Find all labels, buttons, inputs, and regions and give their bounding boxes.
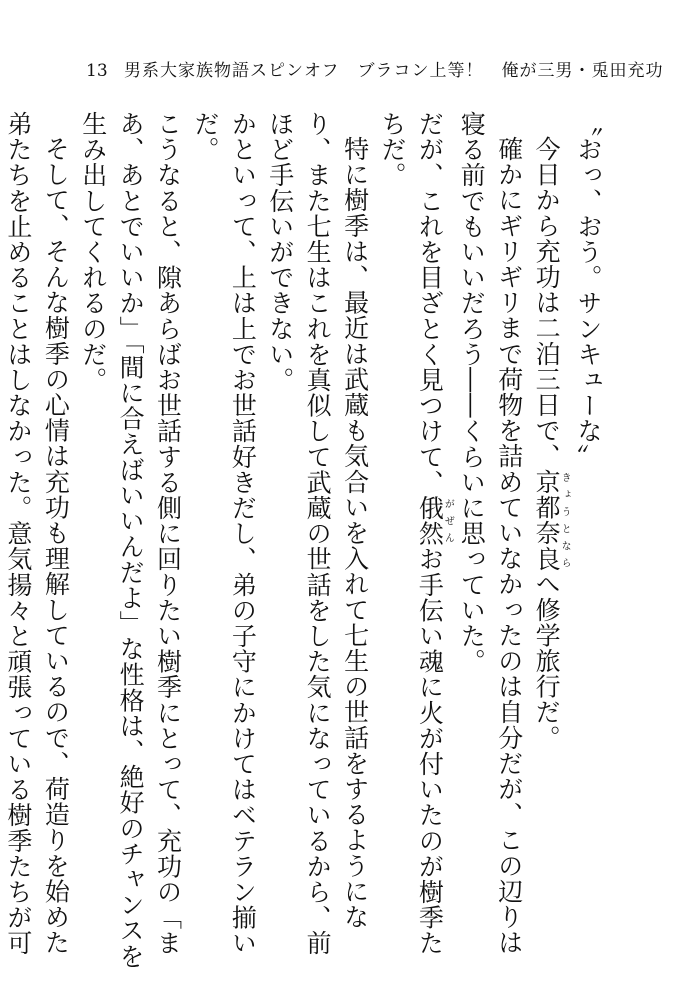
paragraph-7: こうなると、隙あらばお世話する側に回りたい樹季にとって、充功の「まあ、あとでいいか」「間に合えばいいんだよ」な性格は、絶好のチャンスを生み出してくれるのだ。 — [78, 111, 183, 969]
ruby-kyotonara — [532, 468, 571, 572]
ruby-gazen-base: 俄然 — [415, 495, 445, 547]
ruby-kyotonara-reading: きょうとなら — [559, 468, 571, 572]
paragraph-4-text-a: だが、これを目ざとく見つけて、 — [415, 111, 445, 495]
ruby-kyotonara-base: 京都奈良 — [532, 468, 562, 572]
paragraph-2-text-b: へ修学旅行だ。 — [532, 571, 562, 751]
paragraph-2 — [528, 111, 570, 971]
paragraph-dialogue: 〝おっ、おう。サンキューな〟 — [574, 111, 603, 470]
ruby-gazen-reading: がぜん — [442, 495, 454, 547]
novel-body-text — [3, 111, 607, 971]
paragraph-3: 確かにギリギリまで荷物を詰めていなかったのは自分だが、この辺りは寝る前でもいいだろう――くらいに思っていた。 — [457, 111, 524, 956]
ruby-gazen — [415, 495, 454, 547]
page-header — [0, 56, 699, 86]
paragraph-4 — [374, 111, 453, 971]
paragraph-8: そして、そんな樹季の心情は充功も理解しているので、荷造りを始めた弟たちを止めることはしなかった。意気揚々と頑張っている樹季たちが可 — [3, 111, 71, 956]
paragraph-4-text-b: お手伝い魂に火が付いたのが樹季たちだ。 — [377, 111, 445, 956]
paragraph-5: 特に樹季は、最近は武蔵も気合いを入れて七生の世話をするようになり、また七生はこれを真似して武蔵の世話をした気になっているから、前ほど手伝いができない。 — [265, 111, 370, 956]
paragraph-2-text-a: 今日から充功は二泊三日で、 — [532, 136, 562, 469]
running-title: 男系大家族物語スピンオフ ブラコン上等！ 俺が三男・兎田充功 — [124, 61, 664, 81]
paragraph-6: かといって、上は上でお世話好きだし、弟の子守にかけてはベテラン揃いだ。 — [190, 111, 258, 956]
page-number: 13 — [86, 61, 108, 81]
